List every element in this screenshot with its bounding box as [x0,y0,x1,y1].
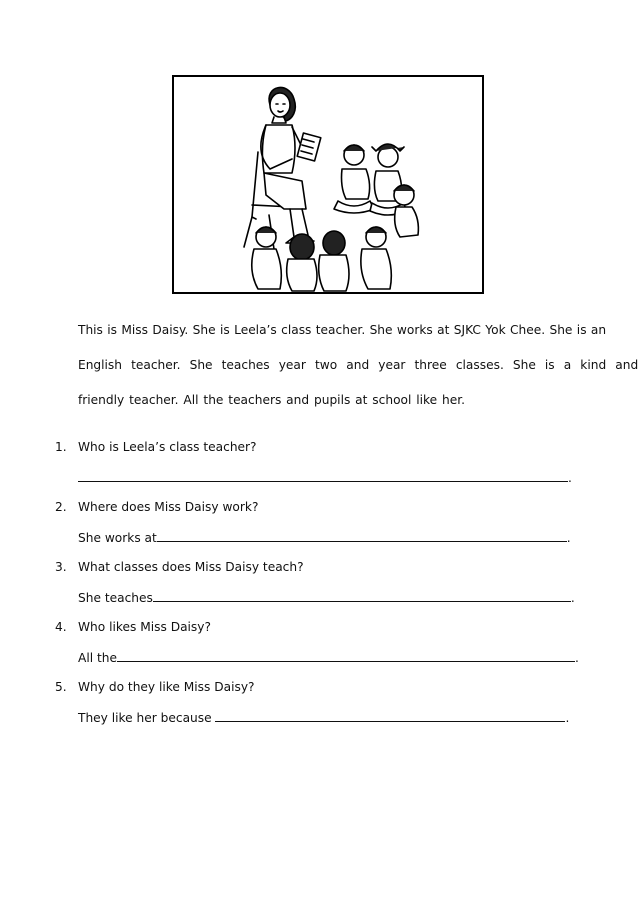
answer-blank[interactable] [157,529,567,542]
answer-blank[interactable] [78,469,568,482]
passage-line: friendly teacher. All the teachers and pupils at school like her. [78,393,466,407]
question-item [55,500,595,560]
question-text: Who likes Miss Daisy? [78,620,211,634]
question-number: 1. [55,440,67,454]
question-item [55,680,595,740]
reading-passage [78,313,638,418]
question-text: Where does Miss Daisy work? [78,500,259,514]
question-text: Why do they like Miss Daisy? [78,680,255,694]
question-item [55,440,595,500]
passage-line: English teacher. She teaches year two and year three classes. She is a kind and [78,358,638,372]
child-front-center-drawing [287,234,317,291]
answer-line[interactable] [78,589,575,605]
answer-suffix: . [570,591,575,605]
question-item [55,560,595,620]
question-text: Who is Leela’s class teacher? [78,440,257,454]
answer-line[interactable] [78,709,569,725]
answer-suffix: . [568,471,572,485]
answer-suffix: . [566,531,571,545]
question-item [55,620,595,680]
child-right-drawing [394,185,418,237]
answer-blank[interactable] [153,589,571,602]
child-front-right-drawing [361,227,391,289]
answer-prefix: She teaches [78,591,153,605]
answer-blank[interactable] [215,709,565,722]
answer-suffix: . [565,711,570,725]
answer-prefix: They like her because [78,711,216,725]
comprehension-questions [55,440,595,740]
child-front-left-drawing [252,227,282,289]
answer-prefix: She works at [78,531,157,545]
answer-line[interactable] [78,529,571,545]
answer-blank[interactable] [117,649,575,662]
child-boy-drawing [334,145,374,213]
question-number: 4. [55,620,67,634]
answer-suffix: . [575,651,579,665]
child-front-middle-drawing [319,231,349,291]
teacher-reading-illustration [172,75,484,294]
question-number: 5. [55,680,67,694]
question-text: What classes does Miss Daisy teach? [78,560,304,574]
passage-line: This is Miss Daisy. She is Leela’s class teacher. She works at SJKC Yok Chee. She is an [78,323,607,337]
question-number: 3. [55,560,67,574]
answer-prefix: All the [78,651,117,665]
answer-line[interactable] [78,649,579,665]
question-number: 2. [55,500,67,514]
answer-line[interactable] [78,469,572,485]
